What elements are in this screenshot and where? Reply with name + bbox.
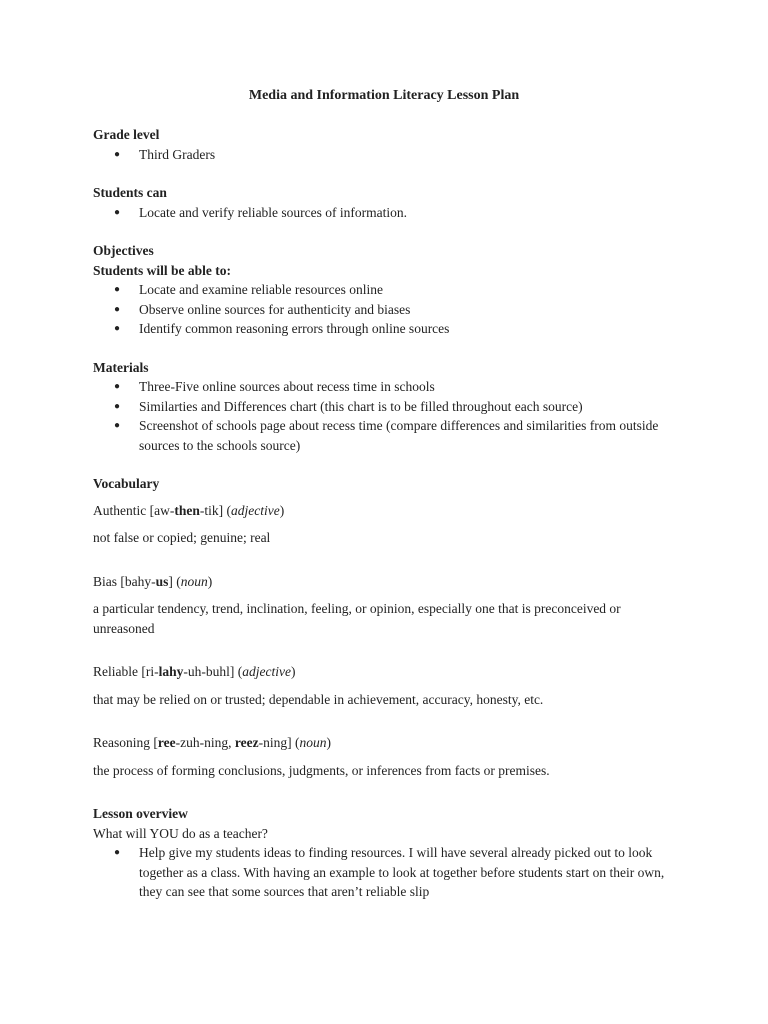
list-item: ● Identify common reasoning errors through online sources (93, 319, 673, 339)
section-subheading: Students will be able to: (93, 262, 232, 278)
bullet-list (93, 203, 673, 223)
vocab-entry (93, 572, 673, 639)
vocab-definition: a particular tendency, trend, inclination, feeling, or opinion, especially one that is preconceived or unreasoned (93, 601, 621, 636)
bullet-icon: ● (114, 420, 121, 431)
section-heading: Materials (93, 359, 149, 375)
section-heading: Grade level (93, 127, 160, 142)
part-of-speech: adjective (242, 664, 291, 679)
bullet-icon: ● (114, 284, 121, 295)
list-item: ● Locate and examine reliable resources online (93, 280, 673, 300)
lesson-overview-section (93, 804, 673, 902)
overview-question: What will YOU do as a teacher? (93, 825, 268, 841)
list-item: ● Locate and verify reliable sources of information. (93, 203, 673, 223)
list-item: ● Help give my students ideas to finding resources. I will have several already picked out to look together as a class. With having an example to look at together before students start on their own, they can see that some sources that aren’t reliable slip (114, 845, 665, 899)
bullet-icon: ● (114, 381, 121, 392)
vocab-entry (93, 733, 673, 780)
vocab-definition: not false or copied; genuine; real (93, 530, 271, 545)
part-of-speech: noun (180, 573, 208, 589)
bullet-icon: ● (114, 206, 121, 218)
bullet-icon: ● (114, 303, 121, 315)
part-of-speech: noun (299, 735, 327, 750)
students-can-section (93, 183, 673, 222)
bullet-list (93, 377, 673, 455)
materials-section (93, 358, 673, 456)
bullet-icon: ● (114, 400, 121, 412)
vocab-term: Reasoning [ree-zuh-ning, reez-ning] (noun) (93, 735, 331, 750)
part-of-speech: adjective (231, 502, 280, 518)
bullet-list (93, 843, 673, 902)
bullet-list (93, 145, 673, 165)
section-heading: Objectives (93, 243, 154, 258)
grade-level-section (93, 125, 673, 164)
vocabulary-section (93, 474, 673, 780)
list-item: ● Three-Five online sources about recess time in schools (93, 377, 673, 397)
bullet-list (93, 280, 673, 339)
bullet-icon: ● (114, 847, 121, 858)
section-heading: Vocabulary (93, 476, 160, 491)
section-heading: Students can (93, 185, 167, 200)
list-item: ● Observe online sources for authenticity and biases (93, 300, 673, 320)
objectives-section (93, 241, 673, 339)
vocab-term: Bias [bahy-us] (noun) (93, 573, 213, 589)
document-body (93, 125, 673, 921)
vocab-definition: the process of forming conclusions, judgments, or inferences from facts or premises. (93, 762, 550, 778)
vocab-entry (93, 662, 673, 709)
vocab-term: Reliable [ri-lahy-uh-buhl] (adjective) (93, 664, 296, 679)
document-title: Media and Information Literacy Lesson Plan (248, 88, 520, 103)
list-item: ● Third Graders (93, 145, 673, 165)
bullet-icon: ● (114, 148, 121, 160)
vocab-definition: that may be relied on or trusted; dependable in achievement, accuracy, honesty, etc. (93, 691, 544, 707)
list-item: ● Similarties and Differences chart (this chart is to be filled throughout each source) (93, 397, 673, 417)
section-heading: Lesson overview (93, 806, 188, 821)
vocab-term: Authentic [aw-then-tik] (adjective) (93, 502, 285, 518)
vocab-entry (93, 501, 673, 548)
list-item: ● Screenshot of schools page about recess time (compare differences and similarities from outside sources to the schools source) (114, 418, 659, 453)
bullet-icon: ● (114, 323, 121, 334)
